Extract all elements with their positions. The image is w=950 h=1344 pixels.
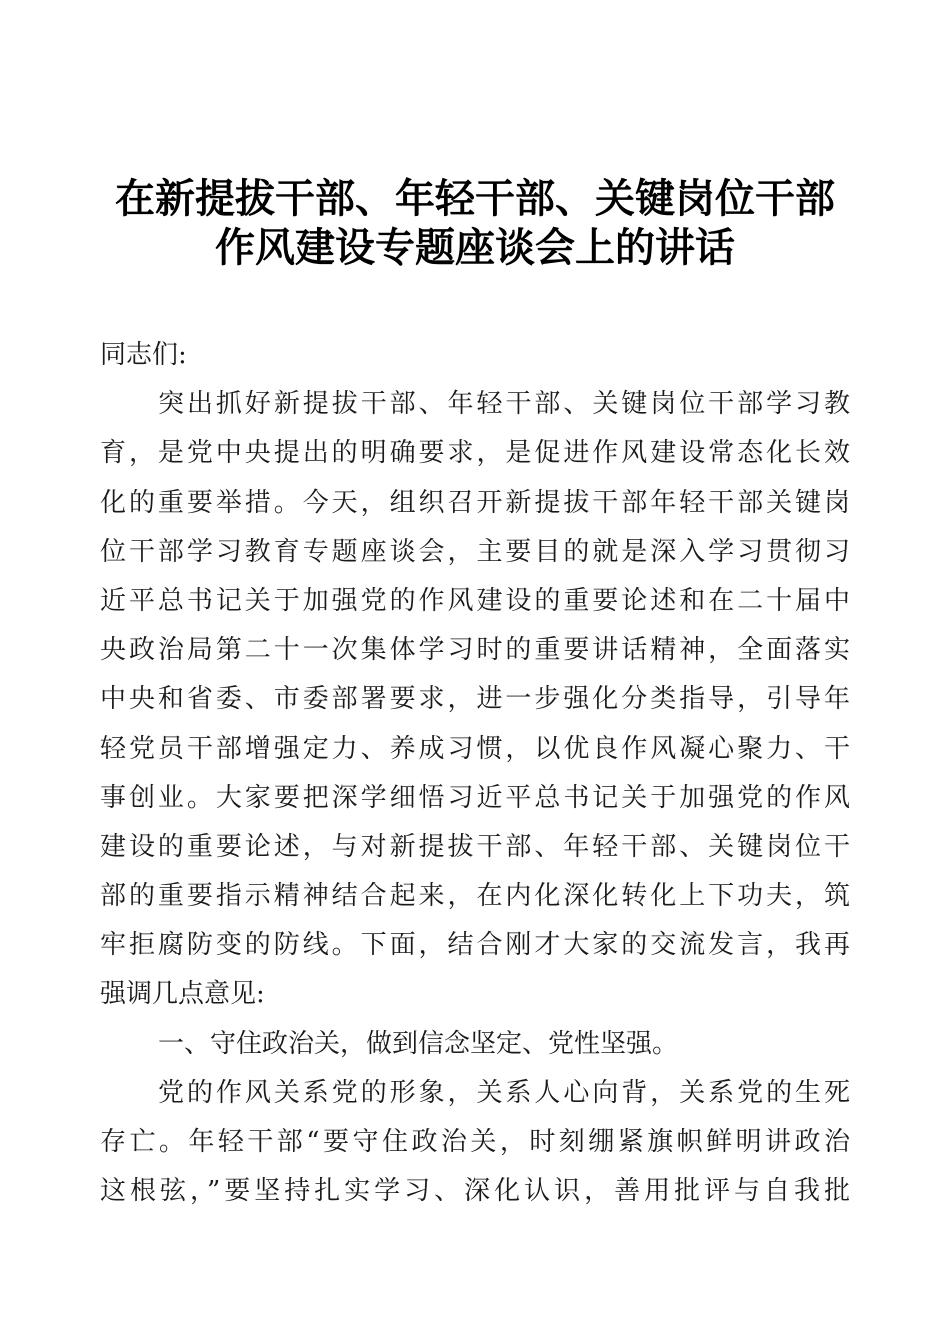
paragraph-line: 突出抓好新提拔干部、年轻干部、关键岗位干部学习教: [158, 389, 850, 420]
paragraph-line: 强调几点意见:: [100, 979, 265, 1010]
paragraph-line: 党的作风关系党的形象，关系人心向背，关系党的生死: [158, 1077, 850, 1108]
paragraph-line: 这根弦，”要坚持扎实学习、深化认识，善用批评与自我批: [100, 1176, 850, 1207]
document-title-line-2: 作风建设专题座谈会上的讲话: [215, 224, 735, 271]
paragraph-line: 育，是党中央提出的明确要求，是促进作风建设常态化长效: [100, 438, 850, 469]
paragraph-line: 化的重要举措。今天，组织召开新提拔干部年轻干部关键岗: [100, 487, 850, 518]
paragraph-line: 存亡。年轻干部“要守住政治关，时刻绷紧旗帜鲜明讲政治: [100, 1127, 850, 1157]
paragraph-line: 央政治局第二十一次集体学习时的重要讲话精神，全面落实: [100, 635, 850, 666]
paragraph-line: 建设的重要论述，与对新提拔干部、年轻干部、关键岗位干: [100, 831, 850, 862]
document-body: [100, 331, 850, 1216]
section-heading: 一、守住政治关，做到信念坚定、党性坚强。: [158, 1028, 679, 1059]
paragraph-line: 位干部学习教育专题座谈会，主要目的就是深入学习贯彻习: [100, 536, 850, 567]
paragraph-line: 中央和省委、市委部署要求，进一步强化分类指导，引导年: [100, 684, 850, 715]
document-title-line-1: 在新提拔干部、年轻干部、关键岗位干部: [115, 175, 835, 222]
salutation: 同志们:: [100, 340, 187, 370]
paragraph-line: 事创业。大家要把深学细悟习近平总书记关于加强党的作风: [100, 782, 850, 813]
paragraph-line: 近平总书记关于加强党的作风建设的重要论述和在二十届中: [100, 585, 850, 616]
paragraph-line: 部的重要指示精神结合起来，在内化深化转化上下功夫，筑: [100, 881, 850, 912]
paragraph-line: 牢拒腐防变的防线。下面，结合刚才大家的交流发言，我再: [100, 930, 850, 961]
paragraph-line: 轻党员干部增强定力、养成习惯，以优良作风凝心聚力、干: [100, 733, 850, 764]
